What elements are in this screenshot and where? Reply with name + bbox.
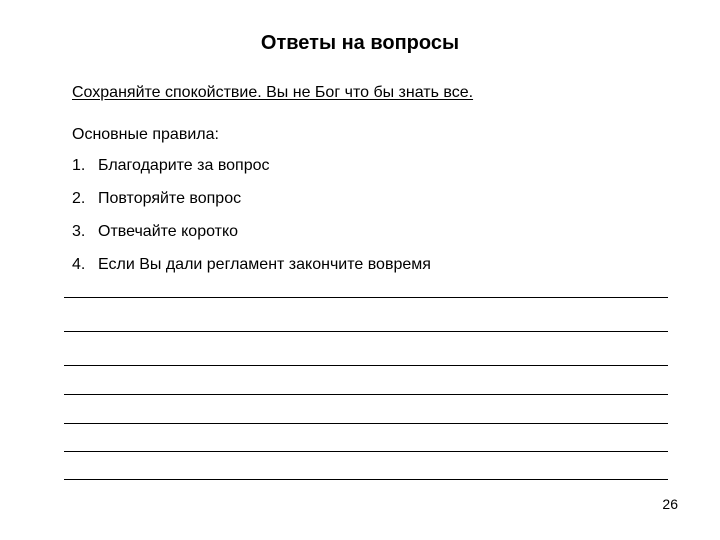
rule-text: Отвечайте коротко (98, 223, 239, 240)
blank-line (64, 479, 668, 480)
blank-line (64, 365, 668, 366)
calm-note: Сохраняйте спокойствие. Вы не Бог что бы знать все. (72, 84, 474, 101)
blank-line (64, 331, 668, 332)
rule-number: 2. (72, 190, 86, 207)
rule-number: 3. (72, 223, 86, 240)
rule-text: Благодарите за вопрос (98, 157, 270, 174)
blank-line (64, 297, 668, 298)
rules-heading: Основные правила: (72, 126, 219, 143)
rule-number: 4. (72, 256, 86, 273)
rule-item-1 (72, 155, 431, 188)
blank-line (64, 451, 668, 452)
rule-item-4 (72, 254, 431, 287)
rule-item-2 (72, 188, 431, 221)
slide-title: Ответы на вопросы (260, 32, 460, 54)
page-number: 26 (662, 496, 678, 512)
rule-text: Если Вы дали регламент закончите вовремя (98, 256, 431, 273)
blank-line (64, 423, 668, 424)
rule-number: 1. (72, 157, 86, 174)
rule-text: Повторяйте вопрос (98, 190, 242, 207)
blank-line (64, 394, 668, 395)
rules-list (72, 155, 431, 287)
rule-item-3 (72, 221, 431, 254)
